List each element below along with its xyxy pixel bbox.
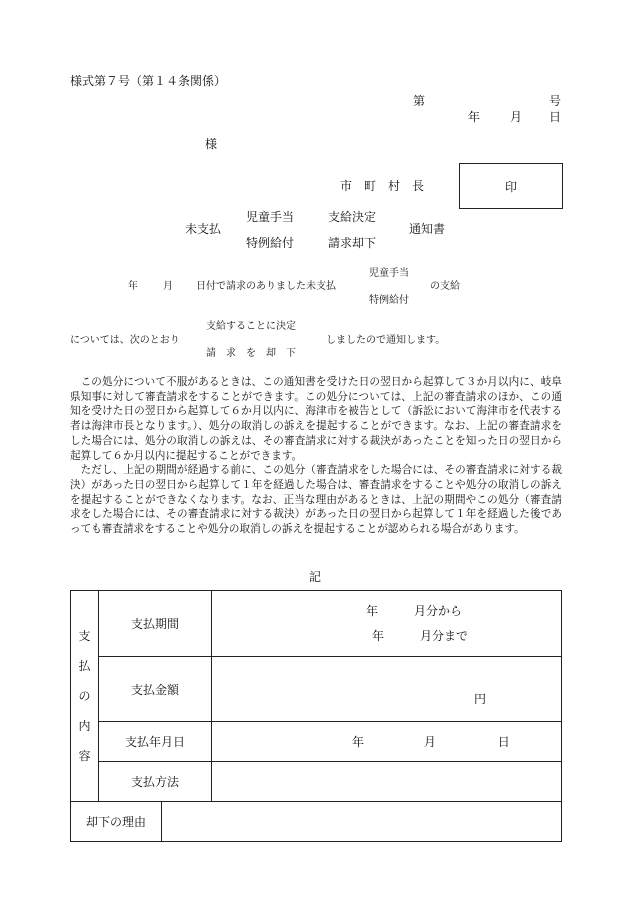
line1-suffix: の支給 [430,281,460,292]
form-number: 様式第７号（第１４条関係） [70,74,227,88]
seal-box [459,163,563,209]
amount-value [212,657,562,722]
notice-paragraph-1: この処分について不服があるときは、この通知書を受けた日の翌日から起算して３か月以内に、岐阜県知事に対して審査請求をすることができます。この処分については、上記の審査請求のほか、この通知を受けた日の翌日から起算して６か月以内に、海津市を被告として（訴訟において海津市を代表する者は海津市長となります。）、処分の取消しの訴えを提起することができます。なお、上記の審査請求をした場合には、処分の取消しの訴えは、その審査請求に対する裁決があったことを知った日の翌日から起算して６か月以内に提起することができます。 [70,376,562,462]
line1-text: 日付で請求のありました未支払 [196,281,336,292]
title-prefix: 未支払 [185,222,222,236]
issuer-name: 市 町 村 長 [340,179,425,193]
period-label: 支払期間 [99,591,212,657]
rejection-reason-table [70,801,562,842]
title-option1-b: 支給決定 [328,210,377,224]
payment-method-label: 支払方法 [99,762,212,802]
document-number-prefix: 第 [413,94,426,108]
period-to: 年 月分まで [372,628,469,643]
addressee-honorific: 様 [205,137,218,151]
payment-date-month: 月 [423,735,436,749]
payment-date-value [212,722,562,762]
payment-details-table [70,590,562,802]
line1-option-b: 特例給付 [369,295,409,306]
payment-method-value [212,762,562,802]
title-option2-a: 特例給付 [246,236,295,250]
line1-month: 月 [163,281,173,292]
rejection-reason-label: 却下の理由 [71,802,162,842]
line2-option-a: 支給することに決定 [206,321,296,332]
line2-option-b: 請 求 を 却 下 [206,348,296,359]
ki-heading: 記 [309,570,322,584]
payment-date-label: 支払年月日 [99,722,212,762]
line1-year: 年 [128,281,138,292]
date-month-label: 月 [510,110,523,124]
payment-content-group-label: 支 払 の 内 容 [71,591,99,802]
table-row [71,591,562,657]
amount-unit: 円 [474,691,487,706]
notice-body [70,375,562,537]
period-from: 年 月分から [366,603,463,618]
table-row [71,657,562,722]
document-number-suffix: 号 [549,94,562,108]
amount-label: 支払金額 [99,657,212,722]
notice-paragraph-2: ただし、上記の期間が経過する前に、この処分（審査請求をした場合には、その審査請求に対する裁決）があった日の翌日から起算して１年を経過した場合は、審査請求をすることや処分の取消しの訴えを提起することができなくなります。なお、正当な理由があるときは、上記の期間やこの処分（審査請求をした場合には、その審査請求に対する裁決）があった日の翌日から起算して１年を経過した後であっても審査請求をすることや処分の取消しの訴えを提起することが認められる場合があります。 [70,464,562,536]
line1-option-a: 児童手当 [369,268,409,279]
line2-prefix: については、次のとおり [70,335,180,346]
date-day-label: 日 [549,110,562,124]
seal-label: 印 [504,179,517,194]
payment-date-day: 日 [497,735,510,749]
date-year-label: 年 [468,110,481,124]
title-suffix: 通知書 [409,222,446,236]
table-row [71,722,562,762]
line2-suffix: しましたので通知します。 [326,335,446,346]
table-row [71,802,562,842]
period-value [212,591,562,657]
rejection-reason-value [162,802,562,842]
table-row [71,762,562,802]
title-option1-a: 児童手当 [246,210,295,224]
payment-date-year: 年 [352,735,365,749]
title-option2-b: 請求却下 [328,236,377,250]
